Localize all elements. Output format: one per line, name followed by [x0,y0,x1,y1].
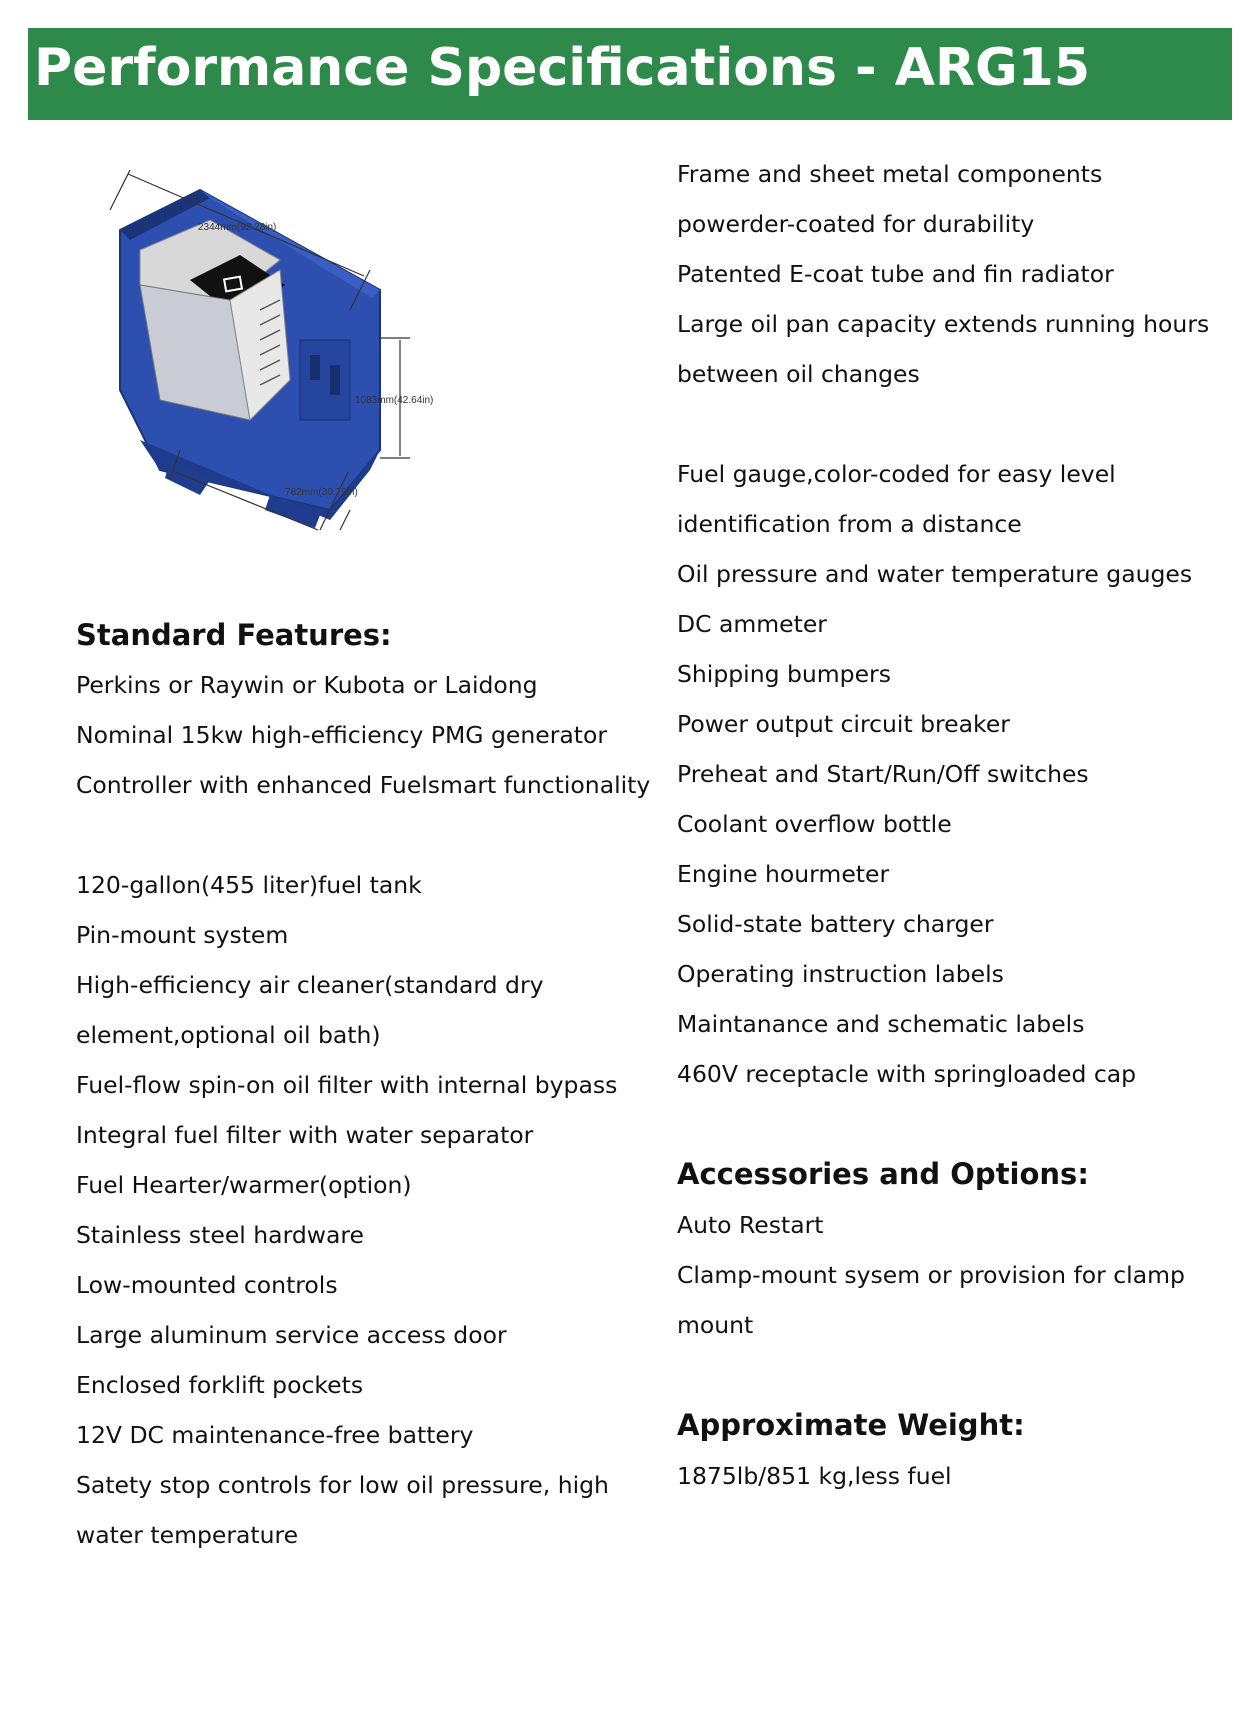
list-item: Perkins or Raywin or Kubota or Laidong [76,671,538,699]
list-item: Operating instruction labels [677,960,1004,988]
page-title: Performance Specifications - ARG15 [34,38,1091,98]
list-item: Maintanance and schematic labels [677,1010,1085,1038]
list-item: element,optional oil bath) [76,1021,381,1049]
weight-heading: Approximate Weight: [677,1408,1025,1442]
list-item: Large oil pan capacity extends running hours [677,310,1210,338]
list-item: Auto Restart [677,1211,824,1239]
list-item: Preheat and Start/Run/Off switches [677,760,1089,788]
list-item: Frame and sheet metal components [677,160,1103,188]
list-item: Enclosed forklift pockets [76,1371,364,1399]
list-item: Pin-mount system [76,921,289,949]
list-item: Coolant overflow bottle [677,810,952,838]
list-item: Oil pressure and water temperature gauges [677,560,1193,588]
list-item: 12V DC maintenance-free battery [76,1421,474,1449]
title-banner [28,28,1232,120]
list-item: Satety stop controls for low oil pressure, high [76,1471,609,1499]
list-item: powerder-coated for durability [677,210,1035,238]
list-item: Low-mounted controls [76,1271,338,1299]
accessories-heading: Accessories and Options: [677,1157,1089,1191]
list-item: water temperature [76,1521,299,1549]
list-item: Controller with enhanced Fuelsmart functionality [76,771,651,799]
list-item: mount [677,1311,754,1339]
list-item: Stainless steel hardware [76,1221,364,1249]
list-item: High-efficiency air cleaner(standard dry [76,971,544,999]
list-item: Fuel Hearter/warmer(option) [76,1171,412,1199]
dimension-height-label: 1083mm(42.64in) [355,395,434,406]
list-item: 460V receptacle with springloaded cap [677,1060,1137,1088]
list-item: DC ammeter [677,610,827,638]
list-item: Solid-state battery charger [677,910,994,938]
list-item: Fuel gauge,color-coded for easy level [677,460,1116,488]
weight-value: 1875lb/851 kg,less fuel [677,1462,952,1490]
list-item: Patented E-coat tube and fin radiator [677,260,1114,288]
generator-illustration [80,150,500,590]
list-item: Nominal 15kw high-efficiency PMG generator [76,721,608,749]
list-item: identification from a distance [677,510,1022,538]
list-item: Clamp-mount sysem or provision for clamp [677,1261,1185,1289]
list-item: 120-gallon(455 liter)fuel tank [76,871,422,899]
dimension-length-label: 2344mm(92.28in) [198,222,277,233]
standard-features-heading: Standard Features: [76,618,392,652]
list-item: Power output circuit breaker [677,710,1010,738]
list-item: Fuel-flow spin-on oil filter with internal bypass [76,1071,618,1099]
list-item: Engine hourmeter [677,860,890,888]
list-item: Large aluminum service access door [76,1321,507,1349]
list-item: Integral fuel filter with water separator [76,1121,534,1149]
list-item: between oil changes [677,360,920,388]
list-item: Shipping bumpers [677,660,891,688]
dimension-width-label: 782mm(30.79in) [285,487,358,498]
